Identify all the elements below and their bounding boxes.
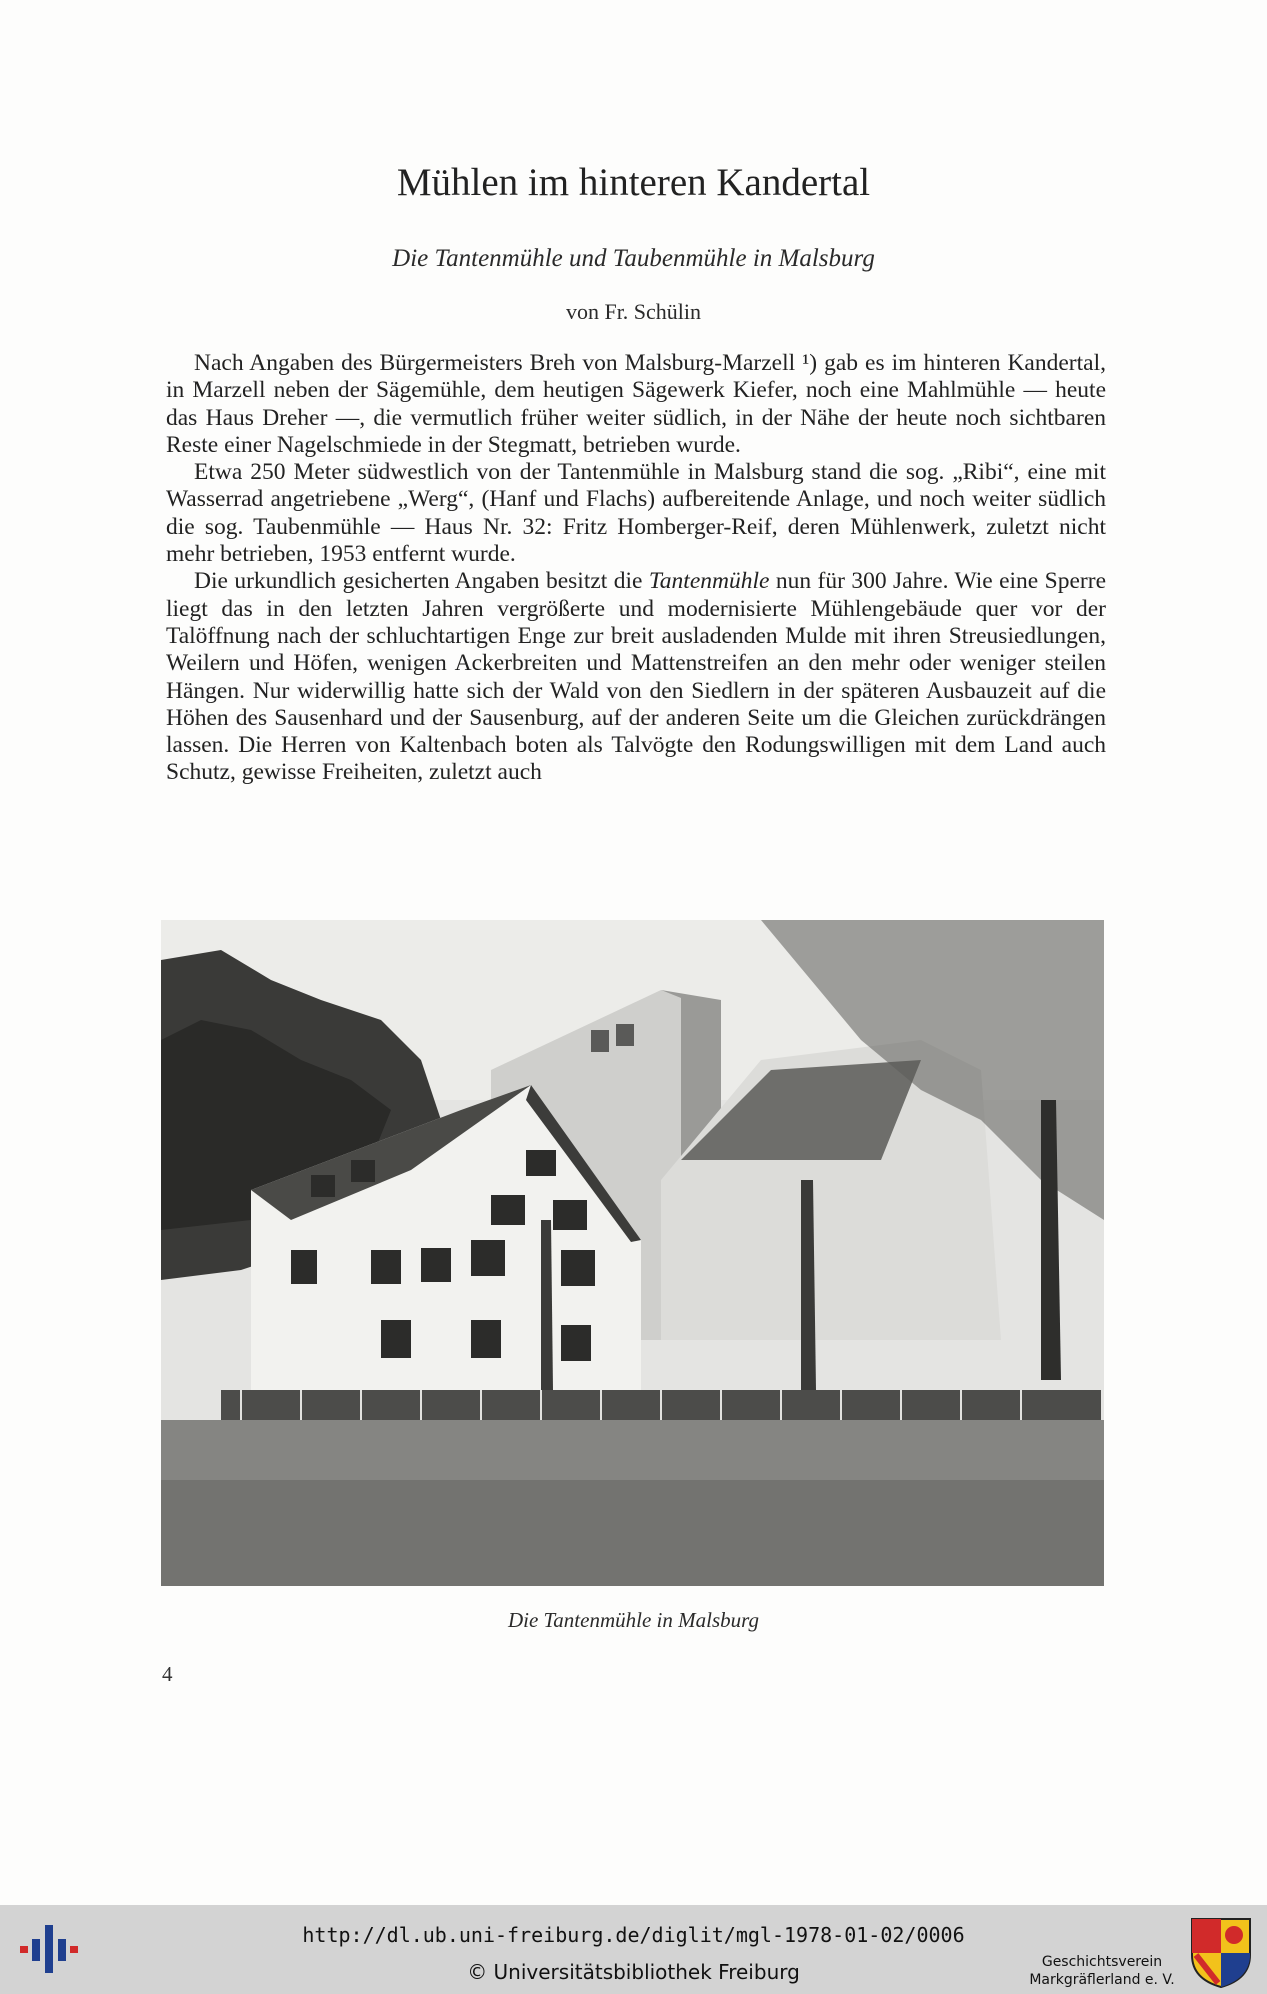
footer-society [1022,1953,1182,1989]
paragraph-3 [166,568,1106,786]
page-number: 4 [162,1662,173,1686]
mill-photograph [161,920,1104,1586]
paragraph-1: Nach Angaben des Bürgermeisters Breh von Malsburg-Marzell ¹) gab es im hinteren Kandertal, in Marzell neben der Sägemühle, dem heutigen Sägewerk Kiefer, noch eine Mahlmühle — heute das Haus Dreher —, die vermutlich früher weiter südlich, in der Nähe der heute noch sichtbaren Reste einer Nagelschmiede in der Stegmatt, betrieben wurde. [166,350,1106,458]
article-author: von Fr. Schülin [565,299,702,324]
footer-copyright: © Universitätsbibliothek Freiburg [467,1960,800,1984]
article-subtitle: Die Tantenmühle und Taubenmühle in Malsburg [392,245,875,272]
figure-caption: Die Tantenmühle in Malsburg [507,1608,760,1632]
photo-illustration [161,920,1104,1586]
paragraph-3-text-b: nun für 300 Jahre. Wie eine Sperre liegt das in den letzten Jahren vergrößerte und modernisierte Mühlengebäude quer vor der Talöffnung nach der schluchtartigen Enge zur breit ausladenden Mulde mit ihren Streusiedlungen, Weilern und Höfen, wenigen Ackerbreiten und Mattenstreifen an den mehr oder weniger steilen Hängen. Nur widerwillig hatte sich der Wald von den Siedlern in der späteren Ausbauzeit auf die Höhen des Sausenhard und der Sausenburg, auf der anderen Seite um die Gleichen zurückdrängen lassen. Die Herren von Kaltenbach boten als Talvögte den Rodungswilligen mit dem Land auch Schutz, gewisse Freiheiten, zuletzt auch [166,568,1106,786]
paragraph-2: Etwa 250 Meter südwestlich von der Tantenmühle in Malsburg stand die sog. „Ribi“, eine mit Wasserrad angetriebene „Werg“, (Hanf und Flachs) aufbereitende Anlage, und noch weiter südlich die sog. Taubenmühle — Haus Nr. 32: Fritz Homberger-Reif, deren Mühlenwerk, zuletzt nicht mehr betrieben, 1953 entfernt wurde. [166,459,1106,568]
footer-url-link[interactable]: http://dl.ub.uni-freiburg.de/diglit/mgl-1978-01-02/0006 [302,1923,965,1947]
coat-of-arms-icon [1188,1915,1254,1989]
footer-bar [0,1905,1267,1994]
article-body [166,350,1106,787]
paragraph-3-text-a: Die urkundlich gesicherten Angaben besitzt die [194,568,649,595]
article-title: Mühlen im hinteren Kandertal [396,161,871,204]
society-name-line2: Markgräflerland e. V. [1029,1972,1175,1988]
paragraph-3-emphasis: Tantenmühle [648,568,770,595]
society-name-line1: Geschichtsverein [1041,1954,1163,1970]
